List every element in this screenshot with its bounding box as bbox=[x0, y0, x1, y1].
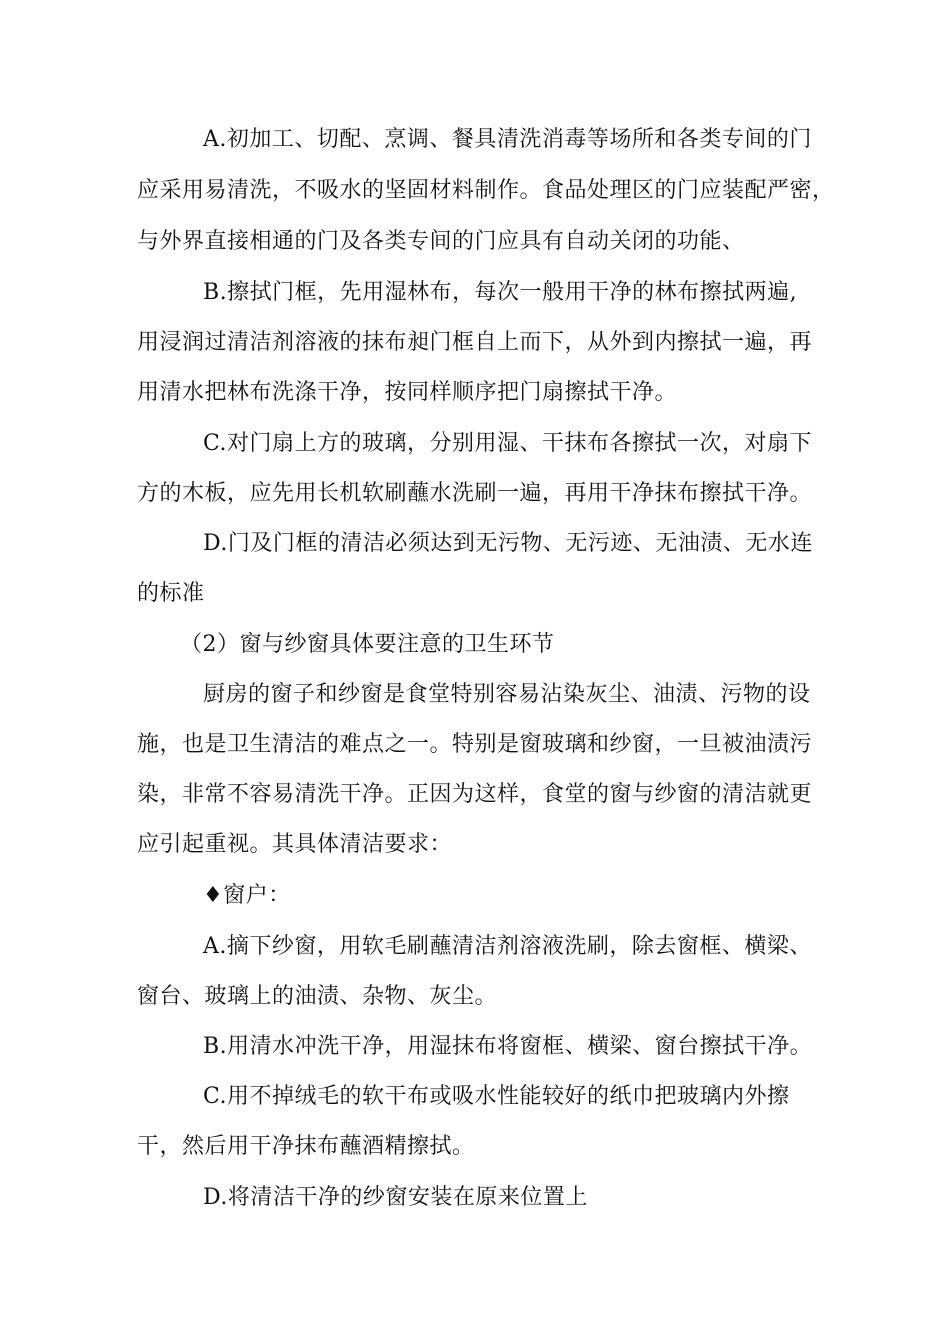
bullet-heading: ♦窗户： bbox=[203, 883, 291, 908]
section-heading: （2）窗与纱窗具体要注意的卫生环节 bbox=[180, 632, 555, 657]
text-line: 与外界直接相通的门及各类专间的门应具有自动关闭的功能、 bbox=[137, 229, 745, 254]
text-line: A.摘下纱窗，用软毛刷蘸清洁剂溶液洗刷，除去窗框、横梁、 bbox=[203, 934, 812, 959]
text-line: 厨房的窗子和纱窗是食堂特别容易沾染灰尘、油渍、污物的设 bbox=[203, 682, 811, 707]
text-line: C.用不掉绒毛的软干布或吸水性能较好的纸巾把玻璃内外擦 bbox=[203, 1084, 790, 1109]
text-line: A.初加工、切配、烹调、餐具清洗消毒等场所和各类专间的门 bbox=[203, 127, 812, 152]
text-line: 用清水把林布洗涤干净，按同样顺序把门扇擦拭干净。 bbox=[137, 380, 678, 405]
text-line: 方的木板，应先用长机软刷蘸水洗刷一遍，再用干净抹布擦拭干净。 bbox=[137, 481, 813, 506]
text-line: 用浸润过清洁剂溶液的抹布昶门框自上而下，从外到内擦拭一遍，再 bbox=[137, 330, 813, 355]
text-line: 应采用易清洗，不吸水的坚固材料制作。食品处理区的门应装配严密， bbox=[137, 178, 835, 203]
text-line: 应引起重视。其具体清洁要求： bbox=[137, 832, 453, 857]
text-line: D.将清洁干净的纱窗安装在原来位置上 bbox=[203, 1185, 588, 1210]
text-line: C.对门扇上方的玻璃，分别用湿、干抹布各擦拭一次，对扇下 bbox=[203, 431, 813, 456]
text-line: 干，然后用干净抹布蘸酒精擦拭。 bbox=[137, 1134, 475, 1159]
text-line: 的标准 bbox=[137, 581, 205, 606]
text-line: B.擦拭门框，先用湿林布，每次一般用干净的林布擦拭两遍, bbox=[203, 280, 798, 305]
text-line: D.门及门框的清洁必须达到无污物、无污迹、无油渍、无水连 bbox=[203, 531, 813, 556]
text-line: 施，也是卫生清洁的难点之一。特别是窗玻璃和纱窗，一旦被油渍污 bbox=[137, 732, 813, 757]
text-line: 染，非常不容易清洗干净。正因为这样，食堂的窗与纱窗的清洁就更 bbox=[137, 782, 813, 807]
text-line: B.用清水冲洗干净，用湿抹布将窗框、横梁、窗台擦拭干净。 bbox=[203, 1034, 813, 1059]
text-line: 窗台、玻璃上的油渍、杂物、灰尘。 bbox=[137, 984, 498, 1009]
